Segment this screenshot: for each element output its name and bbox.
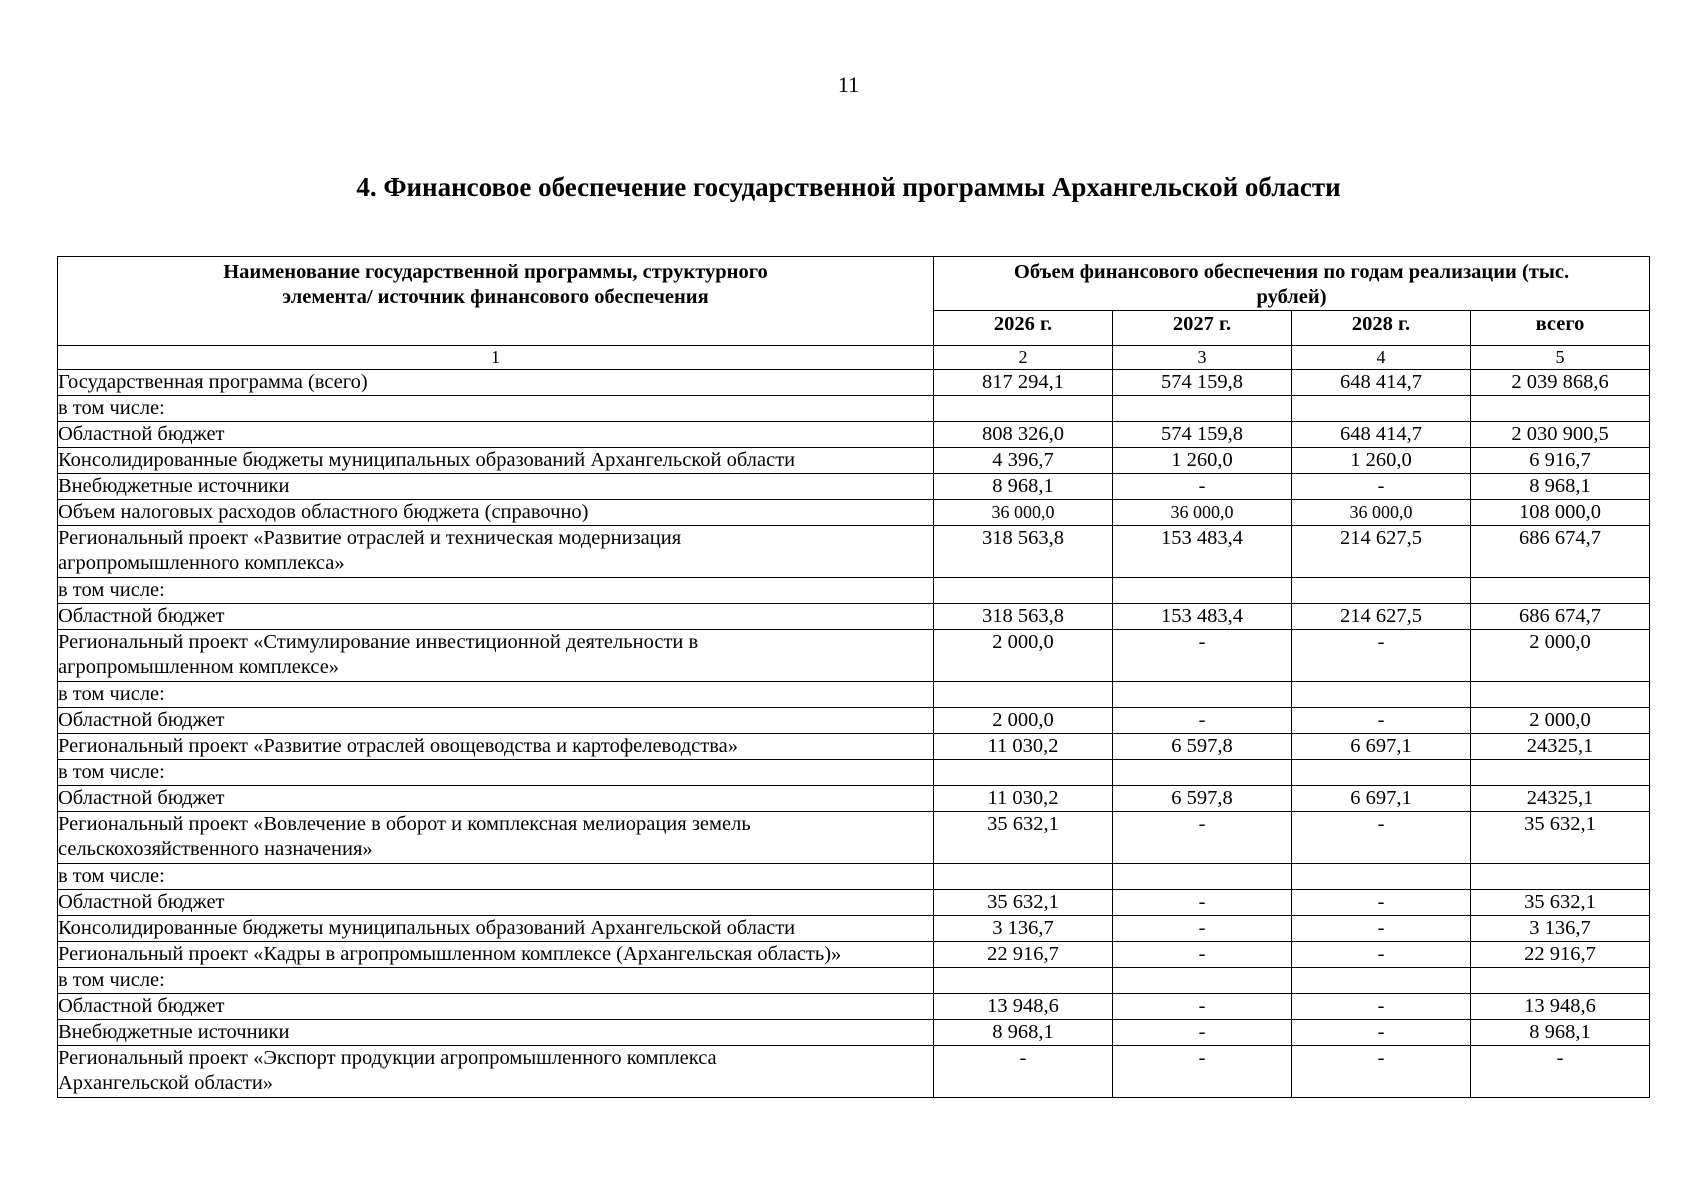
row-name: Областной бюджет xyxy=(58,604,934,630)
cell-2027: - xyxy=(1113,630,1292,682)
column-number: 5 xyxy=(1471,346,1650,370)
cell-2026: 4 396,7 xyxy=(934,448,1113,474)
cell-2027: 36 000,0 xyxy=(1113,500,1292,526)
cell-total: 686 674,7 xyxy=(1471,526,1650,578)
cell-2027: 574 159,8 xyxy=(1113,422,1292,448)
header-year-2028: 2028 г. xyxy=(1292,311,1471,346)
column-number: 3 xyxy=(1113,346,1292,370)
cell-2028: 1 260,0 xyxy=(1292,448,1471,474)
row-name: в том числе: xyxy=(58,968,934,994)
table-row xyxy=(58,812,1650,864)
cell-2028: 36 000,0 xyxy=(1292,500,1471,526)
row-name: в том числе: xyxy=(58,396,934,422)
cell-total: 24325,1 xyxy=(1471,734,1650,760)
cell-2028: - xyxy=(1292,994,1471,1020)
row-name: Консолидированные бюджеты муниципальных образований Архангельской области xyxy=(58,916,934,942)
row-name: Внебюджетные источники xyxy=(58,474,934,500)
cell-2026: 35 632,1 xyxy=(934,812,1113,864)
cell-2027: - xyxy=(1113,708,1292,734)
cell-2028: 648 414,7 xyxy=(1292,370,1471,396)
cell-total: 2 000,0 xyxy=(1471,708,1650,734)
page-number: 11 xyxy=(837,72,860,97)
cell-2028: 214 627,5 xyxy=(1292,526,1471,578)
table-row xyxy=(58,968,1650,994)
page-title: 4. Финансовое обеспечение государственной программы Архангельской области xyxy=(356,172,1341,202)
cell-total xyxy=(1471,396,1650,422)
cell-total: - xyxy=(1471,1046,1650,1098)
cell-total: 35 632,1 xyxy=(1471,812,1650,864)
cell-2027 xyxy=(1113,864,1292,890)
table-row xyxy=(58,682,1650,708)
cell-total: 108 000,0 xyxy=(1471,500,1650,526)
cell-2026: 22 916,7 xyxy=(934,942,1113,968)
cell-total: 6 916,7 xyxy=(1471,448,1650,474)
cell-2027: 153 483,4 xyxy=(1113,526,1292,578)
cell-total: 35 632,1 xyxy=(1471,890,1650,916)
row-name: Областной бюджет xyxy=(58,786,934,812)
table-row xyxy=(58,734,1650,760)
row-name: Региональный проект «Развитие отраслей и техническая модернизация агропромышленного комплекса» xyxy=(58,526,934,578)
column-number: 4 xyxy=(1292,346,1471,370)
column-number: 2 xyxy=(934,346,1113,370)
row-name: Региональный проект «Экспорт продукции агропромышленного комплекса Архангельской области» xyxy=(58,1046,934,1098)
row-name: Региональный проект «Вовлечение в оборот и комплексная мелиорация земель сельскохозяйственного назначения» xyxy=(58,812,934,864)
row-name: Областной бюджет xyxy=(58,708,934,734)
cell-2026: 318 563,8 xyxy=(934,526,1113,578)
cell-total: 2 030 900,5 xyxy=(1471,422,1650,448)
cell-total xyxy=(1471,968,1650,994)
cell-2026: 8 968,1 xyxy=(934,1020,1113,1046)
cell-total xyxy=(1471,682,1650,708)
cell-2027: - xyxy=(1113,474,1292,500)
table-row xyxy=(58,786,1650,812)
cell-2027: - xyxy=(1113,1046,1292,1098)
table-row xyxy=(58,396,1650,422)
cell-2027: - xyxy=(1113,812,1292,864)
row-name: Областной бюджет xyxy=(58,994,934,1020)
row-name: Объем налоговых расходов областного бюджета (справочно) xyxy=(58,500,934,526)
table-row xyxy=(58,370,1650,396)
cell-2027: - xyxy=(1113,1020,1292,1046)
table-row xyxy=(58,942,1650,968)
cell-2028: - xyxy=(1292,1046,1471,1098)
header-year-2026: 2026 г. xyxy=(934,311,1113,346)
table-row xyxy=(58,1020,1650,1046)
table-row xyxy=(58,630,1650,682)
cell-2026: 2 000,0 xyxy=(934,630,1113,682)
row-name: Государственная программа (всего) xyxy=(58,370,934,396)
cell-total: 22 916,7 xyxy=(1471,942,1650,968)
cell-2027: - xyxy=(1113,942,1292,968)
cell-2028 xyxy=(1292,578,1471,604)
table-row xyxy=(58,526,1650,578)
table-row xyxy=(58,864,1650,890)
table-row xyxy=(58,890,1650,916)
cell-2028: - xyxy=(1292,916,1471,942)
row-name: Консолидированные бюджеты муниципальных образований Архангельской области xyxy=(58,448,934,474)
cell-2026 xyxy=(934,578,1113,604)
cell-2027 xyxy=(1113,578,1292,604)
cell-2028 xyxy=(1292,864,1471,890)
cell-total: 13 948,6 xyxy=(1471,994,1650,1020)
row-name: Региональный проект «Развитие отраслей овощеводства и картофелеводства» xyxy=(58,734,934,760)
cell-2028: - xyxy=(1292,630,1471,682)
header-volume: Объем финансового обеспечения по годам реализации (тыс. рублей) xyxy=(934,257,1650,311)
table-row xyxy=(58,916,1650,942)
table-row xyxy=(58,474,1650,500)
cell-2026: 11 030,2 xyxy=(934,786,1113,812)
cell-2028 xyxy=(1292,760,1471,786)
cell-total: 2 039 868,6 xyxy=(1471,370,1650,396)
cell-2027: 6 597,8 xyxy=(1113,786,1292,812)
cell-2028: - xyxy=(1292,942,1471,968)
cell-2028: - xyxy=(1292,1020,1471,1046)
row-name: Областной бюджет xyxy=(58,422,934,448)
table-row xyxy=(58,708,1650,734)
cell-2026: 13 948,6 xyxy=(934,994,1113,1020)
row-name: Региональный проект «Стимулирование инвестиционной деятельности в агропромышленном комплексе» xyxy=(58,630,934,682)
cell-2026 xyxy=(934,760,1113,786)
cell-total: 686 674,7 xyxy=(1471,604,1650,630)
cell-2027: - xyxy=(1113,890,1292,916)
cell-2026: 11 030,2 xyxy=(934,734,1113,760)
cell-2026: - xyxy=(934,1046,1113,1098)
table-row xyxy=(58,1046,1650,1098)
cell-total xyxy=(1471,578,1650,604)
cell-2027: - xyxy=(1113,916,1292,942)
cell-2026: 3 136,7 xyxy=(934,916,1113,942)
cell-2028: - xyxy=(1292,474,1471,500)
cell-2026 xyxy=(934,968,1113,994)
cell-2026: 808 326,0 xyxy=(934,422,1113,448)
cell-total: 3 136,7 xyxy=(1471,916,1650,942)
cell-2026: 817 294,1 xyxy=(934,370,1113,396)
cell-total: 8 968,1 xyxy=(1471,474,1650,500)
table-row xyxy=(58,578,1650,604)
cell-total xyxy=(1471,864,1650,890)
cell-2027 xyxy=(1113,968,1292,994)
cell-2027: 6 597,8 xyxy=(1113,734,1292,760)
cell-2027 xyxy=(1113,396,1292,422)
cell-2028: 648 414,7 xyxy=(1292,422,1471,448)
table-row xyxy=(58,500,1650,526)
table-row xyxy=(58,604,1650,630)
cell-2026: 36 000,0 xyxy=(934,500,1113,526)
table-row xyxy=(58,422,1650,448)
cell-2026 xyxy=(934,396,1113,422)
header-year-2027: 2027 г. xyxy=(1113,311,1292,346)
row-name: Областной бюджет xyxy=(58,890,934,916)
cell-2028: - xyxy=(1292,812,1471,864)
cell-2028 xyxy=(1292,396,1471,422)
financing-table xyxy=(57,256,1650,1098)
cell-2028 xyxy=(1292,682,1471,708)
row-name: Региональный проект «Кадры в агропромышленном комплексе (Архангельская область)» xyxy=(58,942,934,968)
row-name: в том числе: xyxy=(58,578,934,604)
table-row xyxy=(58,994,1650,1020)
table-row xyxy=(58,760,1650,786)
cell-2026: 318 563,8 xyxy=(934,604,1113,630)
cell-2028 xyxy=(1292,968,1471,994)
cell-2026: 35 632,1 xyxy=(934,890,1113,916)
cell-2027: 1 260,0 xyxy=(1113,448,1292,474)
cell-2027 xyxy=(1113,682,1292,708)
cell-2028: 214 627,5 xyxy=(1292,604,1471,630)
cell-2027: 153 483,4 xyxy=(1113,604,1292,630)
cell-total: 2 000,0 xyxy=(1471,630,1650,682)
table-row xyxy=(58,448,1650,474)
row-name: в том числе: xyxy=(58,760,934,786)
column-number: 1 xyxy=(58,346,934,370)
row-name: в том числе: xyxy=(58,864,934,890)
cell-2026 xyxy=(934,864,1113,890)
cell-2027: 574 159,8 xyxy=(1113,370,1292,396)
cell-2028: - xyxy=(1292,890,1471,916)
cell-total: 24325,1 xyxy=(1471,786,1650,812)
header-name: Наименование государственной программы, структурного элемента/ источник финансового обеспечения xyxy=(58,257,934,346)
row-name: Внебюджетные источники xyxy=(58,1020,934,1046)
row-name: в том числе: xyxy=(58,682,934,708)
cell-2028: 6 697,1 xyxy=(1292,786,1471,812)
cell-2026: 2 000,0 xyxy=(934,708,1113,734)
cell-2026 xyxy=(934,682,1113,708)
cell-total xyxy=(1471,760,1650,786)
cell-2027 xyxy=(1113,760,1292,786)
cell-2026: 8 968,1 xyxy=(934,474,1113,500)
cell-2028: - xyxy=(1292,708,1471,734)
cell-2028: 6 697,1 xyxy=(1292,734,1471,760)
cell-2027: - xyxy=(1113,994,1292,1020)
cell-total: 8 968,1 xyxy=(1471,1020,1650,1046)
header-total: всего xyxy=(1471,311,1650,346)
